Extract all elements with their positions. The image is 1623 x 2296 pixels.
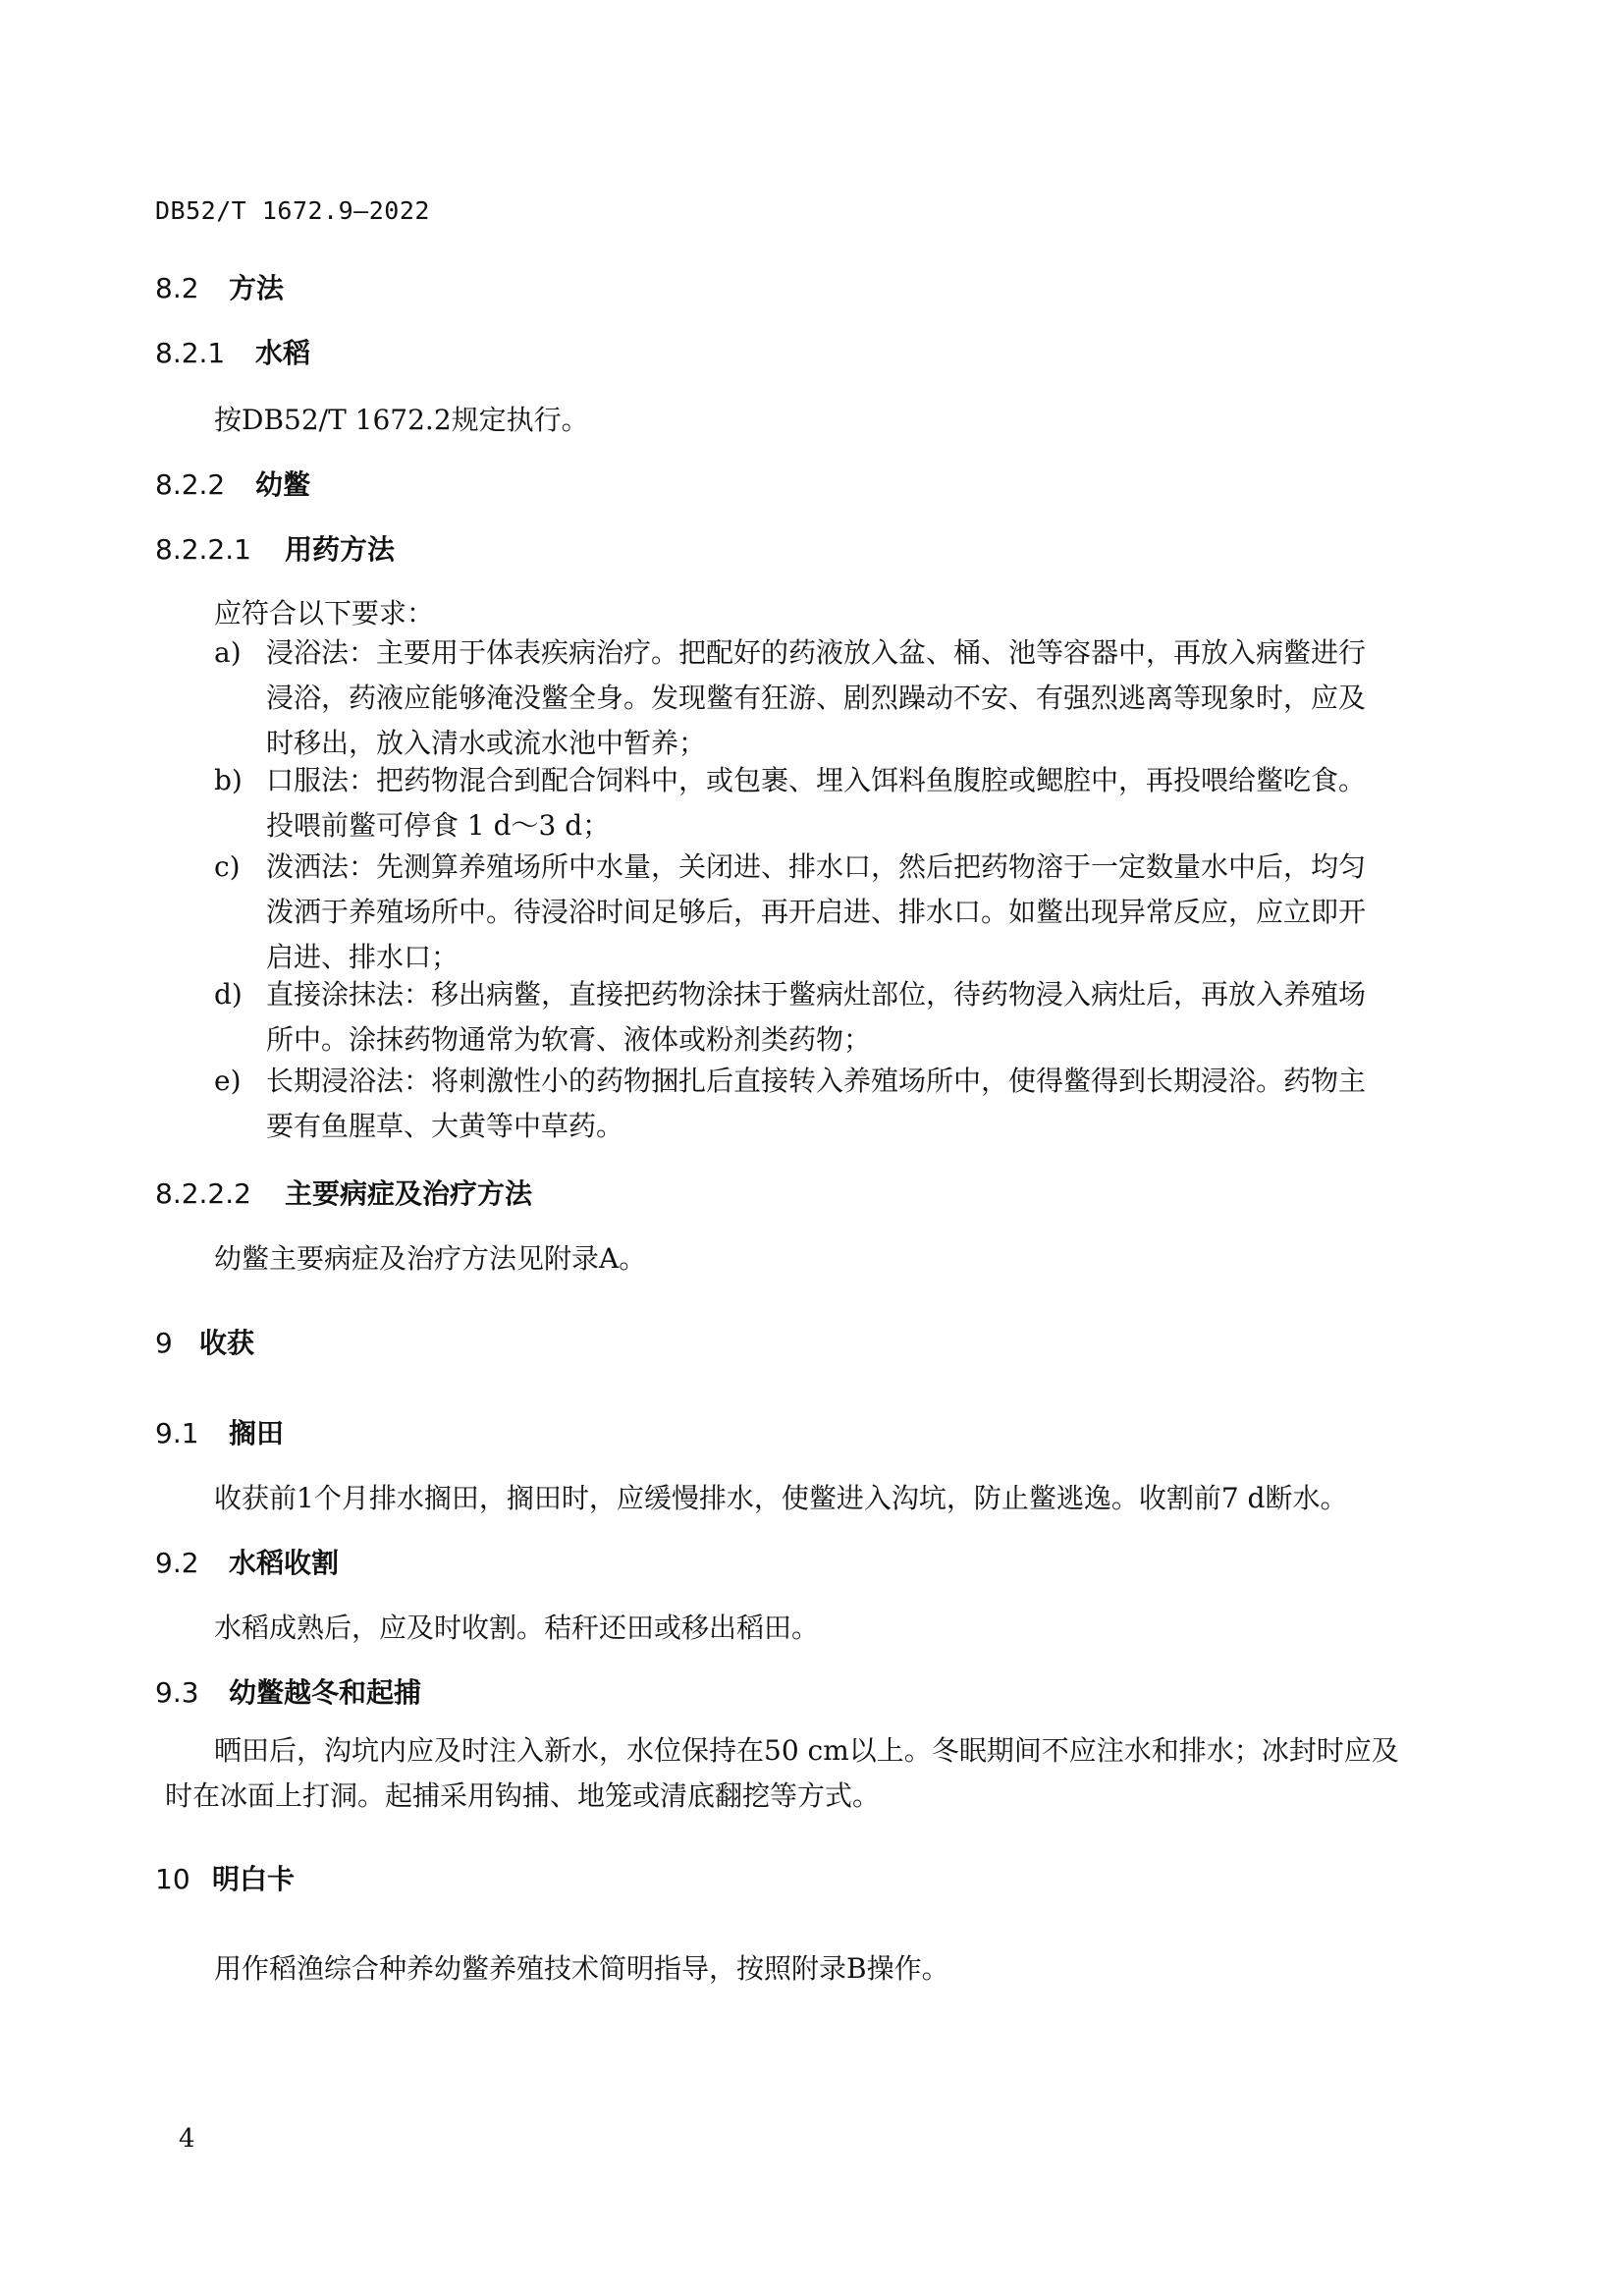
text-line: 所中。涂抹药物通常为软膏、液体或粉剂类药物； [266, 1023, 872, 1056]
text-line: 直接涂抹法：移出病鳖，直接把药物涂抹于鳖病灶部位，待药物浸入病灶后，再放入养殖场 [266, 978, 1367, 1011]
heading-number: 8.2 [155, 272, 199, 304]
heading-title: 方法 [229, 272, 285, 304]
paragraph-10: 用作稻渔综合种养幼鳖养殖技术简明指导，按照附录B操作。 [214, 1952, 949, 1985]
paragraph-9-1: 收获前1个月排水搁田，搁田时，应缓慢排水，使鳖进入沟坑，防止鳖逃逸。收割前7 d断水。 [214, 1482, 1348, 1514]
heading-number: 8.2.2.2 [155, 1177, 251, 1210]
list-marker: c) [214, 850, 241, 883]
paragraph-8-2-1: 按DB52/T 1672.2规定执行。 [214, 404, 589, 436]
heading-number: 9.1 [155, 1417, 199, 1449]
list-marker: e) [214, 1065, 242, 1097]
list-item-text [266, 972, 1453, 1063]
list-item-text [266, 845, 1453, 980]
heading-title: 搁田 [229, 1417, 285, 1449]
list-item-text [266, 758, 1453, 848]
heading-title: 幼鳖 [255, 468, 311, 501]
text-line: 启进、排水口； [266, 941, 460, 973]
heading-8-2-2-1 [155, 528, 395, 568]
heading-9-2 [155, 1542, 339, 1581]
heading-8-2 [155, 267, 284, 306]
paragraph-9-2: 水稻成熟后，应及时收割。秸秆还田或移出稻田。 [214, 1612, 820, 1644]
heading-number: 10 [155, 1863, 190, 1895]
heading-title: 用药方法 [285, 533, 396, 566]
text-line: 时在冰面上打洞。起捕采用钩捕、地笼或清底翻挖等方式。 [165, 1779, 881, 1812]
heading-number: 9.3 [155, 1676, 199, 1709]
text-line: 晒田后，沟坑内应及时注入新水，水位保持在50 cm以上。冬眠期间不应注水和排水；冰封时应及 [214, 1734, 1399, 1767]
paragraph-9-3 [165, 1728, 1399, 1819]
heading-9 [155, 1322, 254, 1361]
heading-title: 幼鳖越冬和起捕 [229, 1676, 422, 1709]
heading-8-2-2-2 [155, 1173, 532, 1212]
list-marker: d) [214, 978, 243, 1011]
heading-9-3 [155, 1671, 421, 1711]
heading-number: 9.2 [155, 1547, 199, 1579]
list-item-text [266, 1059, 1453, 1149]
list-item-text [266, 630, 1453, 766]
heading-title: 收获 [199, 1327, 255, 1359]
text-line: 时移出，放入清水或流水池中暂养； [266, 727, 707, 759]
text-line: 泼洒于养殖场所中。待浸浴时间足够后，再开启进、排水口。如鳖出现异常反应，应立即开 [266, 896, 1367, 928]
heading-number: 9 [155, 1327, 173, 1359]
list-intro: 应符合以下要求： [214, 597, 435, 629]
heading-8-2-1 [155, 332, 310, 371]
heading-number: 8.2.2 [155, 468, 226, 501]
heading-title: 水稻收割 [229, 1547, 340, 1579]
paragraph-8-2-2-2: 幼鳖主要病症及治疗方法见附录A。 [214, 1242, 647, 1275]
heading-number: 8.2.2.1 [155, 533, 251, 566]
text-line: 投喂前鳖可停食 1 d～3 d； [266, 809, 611, 842]
heading-title: 明白卡 [212, 1863, 296, 1895]
list-marker: b) [214, 764, 243, 796]
text-line: 要有鱼腥草、大黄等中草药。 [266, 1110, 624, 1142]
text-line: 口服法：把药物混合到配合饲料中，或包裹、埋入饵料鱼腹腔或鳃腔中，再投喂给鳖吃食。 [266, 764, 1367, 796]
page-number: 4 [179, 2124, 195, 2154]
text-line: 浸浴，药液应能够淹没鳖全身。发现鳖有狂游、剧烈躁动不安、有强烈逃离等现象时，应及 [266, 682, 1367, 714]
heading-8-2-2 [155, 464, 310, 503]
heading-10 [155, 1858, 295, 1897]
text-line: 长期浸浴法：将刺激性小的药物捆扎后直接转入养殖场所中，使得鳖得到长期浸浴。药物主 [266, 1065, 1367, 1097]
text-line: 泼洒法：先测算养殖场所中水量，关闭进、排水口，然后把药物溶于一定数量水中后，均匀 [266, 850, 1367, 883]
heading-9-1 [155, 1412, 284, 1451]
standard-number: DB52/T 1672.9—2022 [155, 196, 430, 225]
heading-number: 8.2.1 [155, 337, 226, 369]
text-line: 浸浴法：主要用于体表疾病治疗。把配好的药液放入盆、桶、池等容器中，再放入病鳖进行 [266, 636, 1367, 669]
heading-title: 水稻 [255, 337, 311, 369]
list-marker: a) [214, 636, 242, 669]
heading-title: 主要病症及治疗方法 [285, 1177, 533, 1210]
